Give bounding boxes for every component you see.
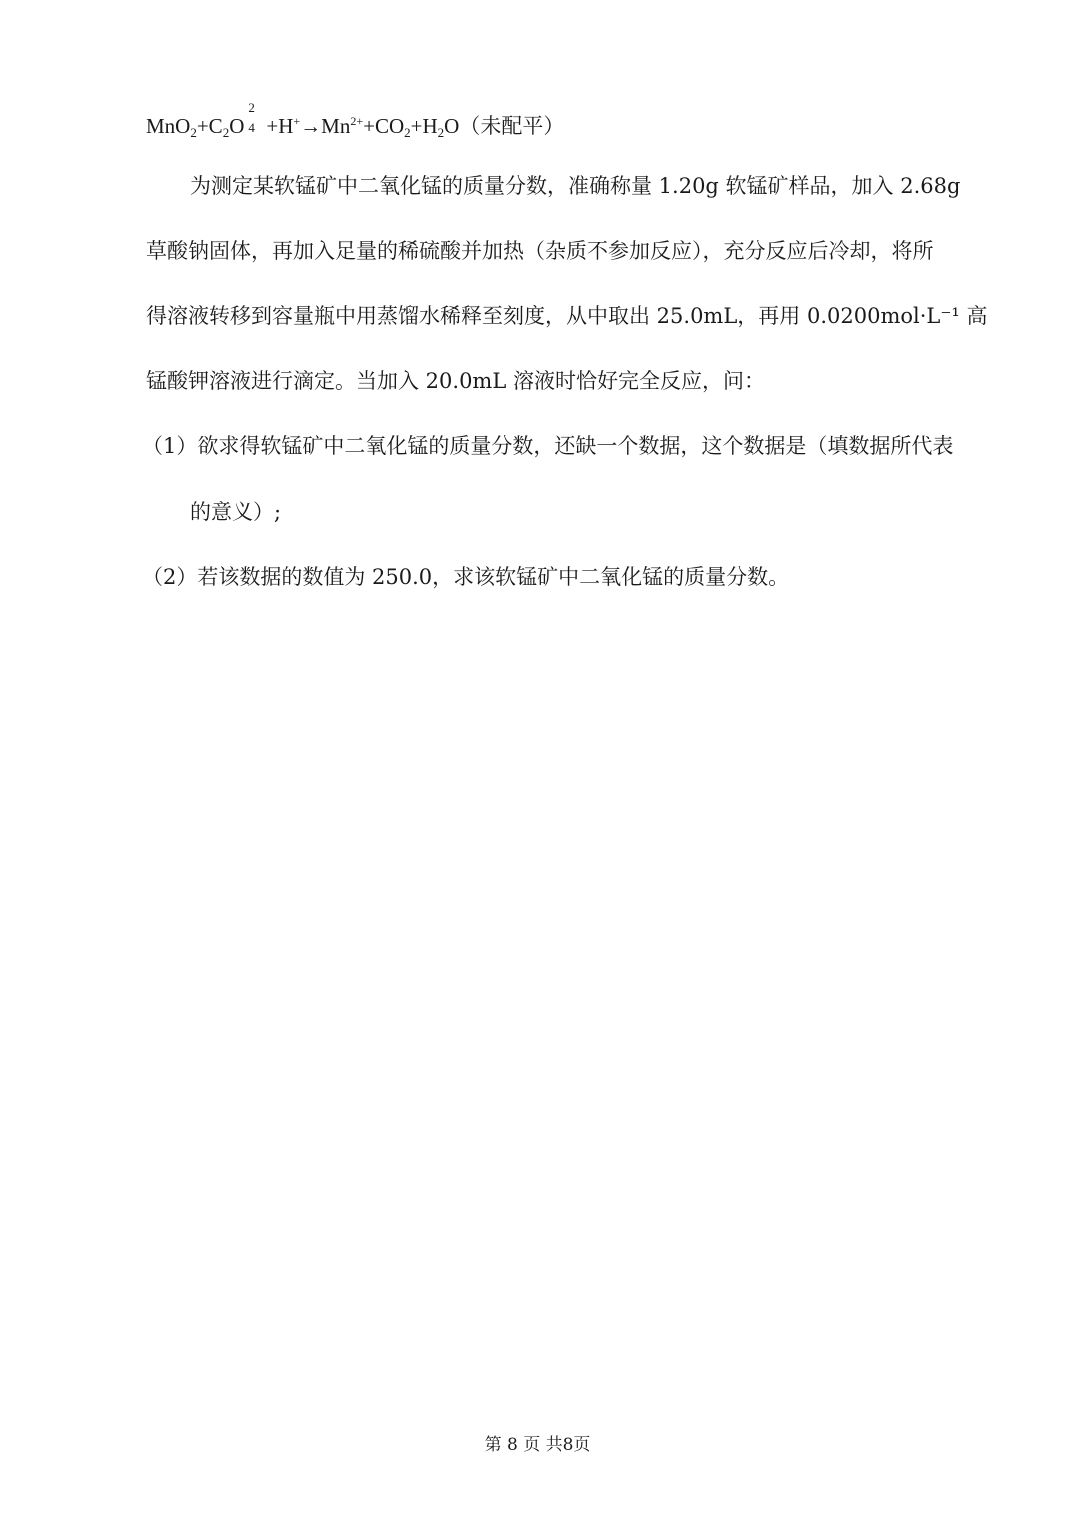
chemical-equation	[146, 100, 565, 148]
charge-bottom: 4	[248, 120, 255, 135]
paragraph-line-4: 锰酸钾溶液进行滴定。当加入 20.0mL 溶液时恰好完全反应，问：	[146, 369, 765, 393]
formula-o: O	[229, 114, 245, 138]
question-1-line-2: 的意义）;	[190, 500, 282, 524]
paragraph-line-1: 为测定某软锰矿中二氧化锰的质量分数，准确称量 1.20g 软锰矿样品，加入 2.68g	[190, 174, 961, 198]
formula-c: +C	[196, 114, 223, 138]
formula-co: +CO	[363, 114, 405, 138]
equation-note: （未配平）	[459, 114, 565, 138]
paragraph-line-2: 草酸钠固体，再加入足量的稀硫酸并加热（杂质不参加反应），充分反应后冷却，将所	[146, 239, 934, 263]
formula-mn: →Mn	[300, 114, 351, 138]
page-footer: 第 8 页 共8页	[484, 1435, 591, 1455]
formula-h2: +H	[410, 114, 438, 138]
subscript: 2	[437, 125, 445, 140]
question-2: （2）若该数据的数值为 250.0，求该软锰矿中二氧化锰的质量分数。	[142, 565, 790, 589]
subscript: 2	[222, 125, 230, 140]
formula-o-end: O	[444, 114, 460, 138]
superscript: 2+	[350, 114, 364, 128]
subscript: 2	[190, 125, 197, 140]
oxalate-charge	[246, 100, 260, 136]
formula-h: +H	[266, 114, 294, 138]
subscript: 2	[404, 125, 411, 140]
superscript: +	[293, 114, 301, 128]
paragraph-line-3: 得溶液转移到容量瓶中用蒸馏水稀释至刻度，从中取出 25.0mL，再用 0.0200mol·L⁻¹ 高	[146, 304, 988, 328]
formula-mno2: MnO	[146, 114, 191, 138]
charge-top: 2	[248, 100, 255, 115]
question-1-line-1: （1）欲求得软锰矿中二氧化锰的质量分数，还缺一个数据，这个数据是（填数据所代表	[142, 434, 954, 458]
